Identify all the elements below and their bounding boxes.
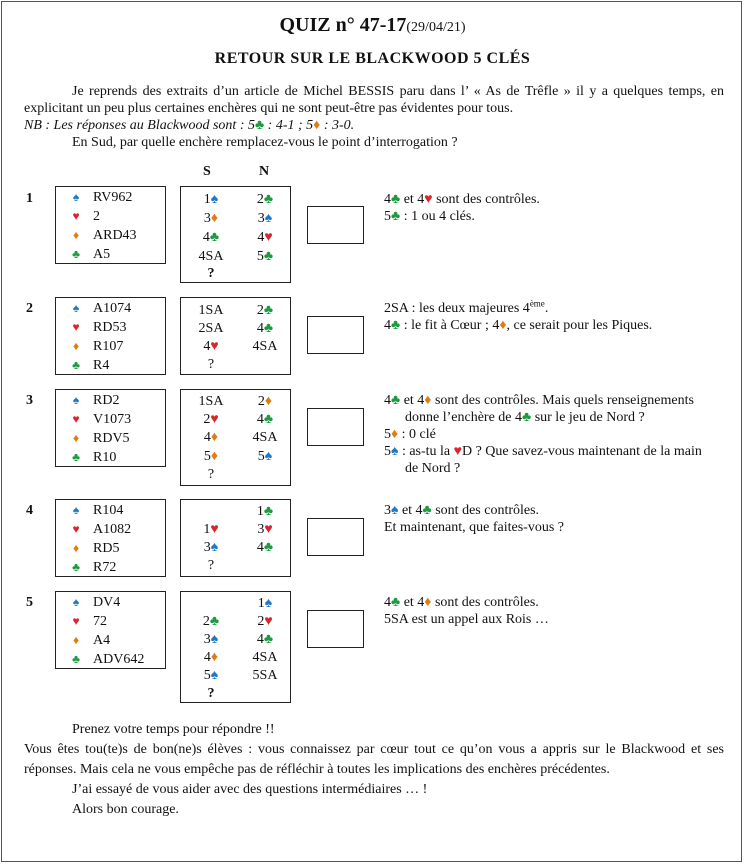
bid-south: [191, 190, 231, 209]
heart-icon: ♥: [264, 230, 273, 245]
text-deals-3-comments-c1_b: et 4: [398, 503, 423, 518]
text-deals-2-south-0: 1SA: [198, 394, 224, 409]
deal-comment: [384, 300, 734, 334]
text-deals-0-south-1: 3: [203, 211, 211, 226]
answer-box[interactable]: [307, 206, 364, 244]
club-icon: ♣: [72, 560, 80, 574]
text-deals-3-hand-3: R72: [93, 560, 117, 575]
answer-box[interactable]: [307, 408, 364, 446]
heart-icon: ♥: [72, 209, 80, 223]
text-deals-3-north-1: 3: [257, 522, 265, 537]
text-deals-2-comments-c3_text: : as-tu la: [398, 444, 454, 459]
text-deals-0-comments-c1_text: et 4: [400, 192, 425, 207]
diamond-icon: ♦: [210, 211, 219, 226]
bid-question: ?: [207, 467, 215, 482]
spade-icon: ♠: [210, 192, 219, 207]
column-north: N: [259, 164, 270, 179]
deal-number: 1: [26, 191, 33, 206]
text-deals-2-comments-c1_a: 4: [384, 393, 391, 408]
club-icon: ♣: [522, 410, 532, 425]
text-deals-0-north-1: 3: [257, 211, 265, 226]
text-deals-2-comments-c3_line2: de Nord ?: [405, 461, 461, 476]
hand-spades: RV962: [93, 190, 133, 205]
diamond-icon: ♦: [210, 430, 219, 445]
text-deals-3-comments-c2: Et maintenant, que faites-vous ?: [384, 520, 564, 535]
text-deals-2-hand-3: R10: [93, 450, 117, 465]
heart-icon: ♥: [453, 444, 462, 459]
bid-question: ?: [207, 686, 215, 701]
bidding-box: [180, 186, 291, 283]
spade-icon: ♠: [264, 211, 273, 226]
hand-clubs: A5: [93, 247, 111, 262]
bid-south: [191, 228, 231, 247]
quiz-date: (29/04/21): [406, 20, 466, 35]
text-deals-0-comments-c2_b: 5: [384, 209, 391, 224]
question-text: En Sud, par quelle enchère remplacez-vous le point d’interrogation ?: [72, 135, 458, 150]
spade-icon: ♠: [72, 190, 80, 204]
text-header-title: QUIZ n° 47-17: [279, 14, 407, 36]
text-deals-0-north-3: 5: [256, 249, 264, 264]
text-deals-2-comments-c3_end: ? Que savez-vous maintenant de la main: [472, 444, 702, 459]
club-icon: ♣: [72, 358, 80, 372]
text-deals-1-hand-3: R4: [93, 358, 110, 373]
text-deals-1-north-0: 2: [256, 303, 264, 318]
text-deals-3-north-0: 1: [256, 504, 264, 519]
text-deals-0-north-2: 4: [257, 230, 265, 245]
diamond-icon: ♦: [391, 427, 399, 442]
text-deals-3-south-2: 3: [203, 540, 211, 555]
club-icon: ♣: [391, 595, 401, 610]
club-icon: ♣: [72, 450, 80, 464]
text-deals-4-north-4: 5SA: [252, 668, 278, 683]
deal-comment: [384, 392, 734, 477]
text-deals-1-hand-0: A1074: [93, 301, 132, 316]
text-deals-1-hand-2: R107: [93, 339, 124, 354]
text-deals-1-hand-1: RD53: [93, 320, 127, 335]
club-icon: ♣: [209, 614, 220, 629]
hand-box: [55, 186, 166, 264]
text-deals-4-hand-1: 72: [93, 614, 107, 629]
bid-north: [245, 209, 285, 228]
club-icon: ♣: [391, 318, 401, 333]
text-deals-0-north-0: 2: [256, 192, 264, 207]
club-icon: ♣: [263, 303, 274, 318]
heart-icon: ♥: [72, 412, 80, 426]
deal-number: 4: [26, 503, 33, 518]
deal-comment: [384, 594, 734, 628]
heart-icon: ♥: [72, 320, 80, 334]
hand-box: [55, 389, 166, 467]
diamond-icon: ♦: [72, 228, 80, 242]
text-deals-4-north-2: 4: [256, 632, 264, 647]
text-deals-1-north-2: 4SA: [252, 339, 278, 354]
text-deals-2-comments-c1_text: sont des contrôles. Mais quels renseignements: [431, 393, 694, 408]
column-south: S: [203, 164, 211, 179]
text-deals-4-north-3: 4SA: [252, 650, 278, 665]
answer-box[interactable]: [307, 316, 364, 354]
text-intro-nb_prefix: NB : Les réponses au Blackwood sont : 5: [24, 118, 255, 133]
club-icon: ♣: [422, 503, 432, 518]
text-deals-4-hand-2: A4: [93, 633, 111, 648]
text-deals-2-hand-1: V1073: [93, 412, 132, 427]
heart-icon: ♥: [210, 339, 219, 354]
intro-paragraph: Je reprends des extraits d’un article de Michel BESSIS paru dans l’ « As de Trêfle » il y a quelques temps, en explicitant un peu plus certaines enchères qui ne sont peut-être pas évidentes pour tous.: [24, 84, 724, 116]
spade-icon: ♠: [210, 540, 219, 555]
club-icon: ♣: [263, 249, 274, 264]
text-deals-2-comments-c2_a: 5: [384, 427, 391, 442]
text-deals-3-south-1: 1: [203, 522, 211, 537]
diamond-icon: ♦: [424, 393, 432, 408]
heart-icon: ♥: [424, 192, 433, 207]
deal-comment: [384, 502, 734, 536]
answer-box[interactable]: [307, 610, 364, 648]
text-deals-4-south-2: 3: [203, 632, 211, 647]
text-deals-1-south-1: 2SA: [198, 321, 224, 336]
text-deals-4-hand-3: ADV642: [93, 652, 145, 667]
text-deals-2-comments-c3_d: D: [461, 444, 473, 459]
club-icon: ♣: [263, 192, 274, 207]
text-deals-4-comments-c1_a: 4: [384, 595, 391, 610]
text-deals-0-comments-c2_text: : 1 ou 4 clés.: [400, 209, 475, 224]
text-deals-4-south-4: 5: [203, 668, 211, 683]
club-icon: ♣: [254, 118, 265, 133]
text-deals-4-hand-0: DV4: [93, 595, 121, 610]
bid-question: ?: [207, 357, 215, 372]
text-deals-2-north-1: 4: [256, 412, 264, 427]
deal-number: 2: [26, 301, 33, 316]
text-deals-4-comments-c1_b: et 4: [400, 595, 425, 610]
diamond-icon: ♦: [424, 595, 432, 610]
text-deals-4-north-1: 2: [257, 614, 265, 629]
answer-box[interactable]: [307, 518, 364, 556]
spade-icon: ♠: [210, 632, 219, 647]
heart-icon: ♥: [264, 614, 273, 629]
club-icon: ♣: [72, 652, 80, 666]
text-deals-2-north-3: 5: [257, 449, 265, 464]
deal-number: 3: [26, 393, 33, 408]
club-icon: ♣: [72, 247, 80, 261]
text-deals-0-comments-c1_end: sont des contrôles.: [432, 192, 540, 207]
heart-icon: ♥: [210, 522, 219, 537]
spade-icon: ♠: [72, 301, 80, 315]
quiz-title: [0, 13, 745, 40]
nb-note: [24, 117, 724, 134]
text-deals-2-north-0: 2: [257, 394, 265, 409]
text-deals-3-hand-1: A1082: [93, 522, 132, 537]
bidding-box: [180, 591, 291, 703]
text-deals-1-comments-c1_sup: ème: [529, 298, 545, 309]
text-deals-0-south-2: 4: [202, 230, 210, 245]
spade-icon: ♠: [72, 503, 80, 517]
bid-north: [245, 247, 285, 266]
diamond-icon: ♦: [264, 394, 273, 409]
footer-line: J’ai essayé de vous aider avec des questions intermédiaires … !: [72, 782, 428, 797]
bidding-box: [180, 297, 291, 375]
text-deals-2-north-2: 4SA: [252, 430, 278, 445]
text-deals-1-comments-c2_text: : le fit à Cœur ; 4: [400, 318, 500, 333]
diamond-icon: ♦: [72, 431, 80, 445]
bid-south: 4SA: [198, 249, 224, 264]
text-deals-1-comments-c1_end: .: [544, 301, 549, 316]
text-deals-3-north-2: 4: [256, 540, 264, 555]
heart-icon: ♥: [72, 614, 80, 628]
text-deals-4-south-3: 4: [203, 650, 211, 665]
bidding-box: [180, 389, 291, 486]
spade-icon: ♠: [264, 596, 273, 611]
diamond-icon: ♦: [72, 541, 80, 555]
hand-hearts: 2: [93, 209, 100, 224]
bid-north: [245, 190, 285, 209]
text-deals-1-comments-c2_a: 4: [384, 318, 391, 333]
heart-icon: ♥: [264, 522, 273, 537]
text-deals-3-comments-c1_text: sont des contrôles.: [431, 503, 540, 518]
text-deals-4-comments-c2: 5SA est un appel aux Rois …: [384, 612, 549, 627]
text-deals-4-comments-c1_text: sont des contrôles.: [431, 595, 539, 610]
text-deals-3-hand-2: RD5: [93, 541, 120, 556]
text-deals-3-comments-c1_a: 3: [384, 503, 391, 518]
text-deals-2-south-1: 2: [203, 412, 211, 427]
bid-north: [245, 228, 285, 247]
hand-box: [55, 297, 166, 375]
bid-question: ?: [207, 266, 215, 281]
deal-number: 5: [26, 595, 33, 610]
diamond-icon: ♦: [72, 339, 80, 353]
text-deals-4-north-0: 1: [257, 596, 265, 611]
bidding-box: [180, 499, 291, 577]
text-intro-nb_suffix: : 3-0.: [320, 118, 355, 133]
footer-line: Alors bon courage.: [72, 802, 179, 817]
club-icon: ♣: [263, 321, 274, 336]
footer-text: [24, 720, 724, 820]
text-deals-2-comments-c1_line2_end: sur le jeu de Nord ?: [531, 410, 645, 425]
text-deals-2-hand-0: RD2: [93, 393, 120, 408]
hand-box: [55, 591, 166, 669]
bid-south: [191, 209, 231, 228]
footer-line: Prenez votre temps pour répondre !!: [72, 722, 275, 737]
text-deals-2-south-2: 4: [203, 430, 211, 445]
club-icon: ♣: [391, 393, 401, 408]
spade-icon: ♠: [72, 393, 80, 407]
club-icon: ♣: [391, 209, 401, 224]
heart-icon: ♥: [72, 522, 80, 536]
quiz-subtitle: RETOUR SUR LE BLACKWOOD 5 CLÉS: [214, 50, 531, 67]
intro-text: [24, 83, 724, 151]
text-deals-1-north-1: 4: [256, 321, 264, 336]
spade-icon: ♠: [264, 449, 273, 464]
diamond-icon: ♦: [72, 633, 80, 647]
club-icon: ♣: [263, 412, 274, 427]
club-icon: ♣: [263, 504, 274, 519]
text-deals-2-comments-c1_b: et 4: [400, 393, 425, 408]
text-deals-2-comments-c2_text: : 0 clé: [398, 427, 436, 442]
diamond-icon: ♦: [210, 650, 219, 665]
heart-icon: ♥: [210, 412, 219, 427]
club-icon: ♣: [263, 540, 274, 555]
bid-question: ?: [207, 558, 215, 573]
spade-icon: ♠: [72, 595, 80, 609]
text-deals-4-south-1: 2: [202, 614, 210, 629]
text-deals-2-hand-2: RDV5: [93, 431, 130, 446]
diamond-icon: ♦: [210, 449, 219, 464]
text-deals-2-comments-c3_a: 5: [384, 444, 391, 459]
text-deals-2-comments-c1_line2: donne l’enchère de 4: [405, 410, 522, 425]
text-deals-3-hand-0: R104: [93, 503, 124, 518]
club-icon: ♣: [209, 230, 220, 245]
spade-icon: ♠: [391, 444, 399, 459]
text-deals-2-south-3: 5: [203, 449, 211, 464]
text-deals-1-comments-c1: 2SA : les deux majeures 4: [384, 301, 530, 316]
hand-diamonds: ARD43: [93, 228, 137, 243]
diamond-icon: ♦: [499, 318, 507, 333]
diamond-icon: ♦: [313, 118, 321, 133]
text-deals-1-south-2: 4: [203, 339, 211, 354]
deal-comment: 4♣ et 4♥ sont des contrôles. 5♣ : 1 ou 4 clés.: [384, 192, 540, 224]
text-deals-1-south-0: 1SA: [198, 303, 224, 318]
text-deals-1-comments-c2_end: , ce serait pour les Piques.: [506, 318, 653, 333]
club-icon: ♣: [263, 632, 274, 647]
club-icon: ♣: [391, 192, 401, 207]
hand-box: [55, 499, 166, 577]
footer-paragraph: Vous êtes tou(te)s de bon(ne)s élèves : vous connaissez par cœur tout ce qu’on vous a appris sur le Blackwood et ses réponses. Mais cela ne vous empêche pas de réfléchir à toutes les implications des enchères précédentes.: [24, 742, 724, 777]
spade-icon: ♠: [391, 503, 399, 518]
text-deals-0-south-0: 1: [203, 192, 211, 207]
spade-icon: ♠: [210, 668, 219, 683]
text-intro-nb_mid: : 4-1 ; 5: [264, 118, 314, 133]
